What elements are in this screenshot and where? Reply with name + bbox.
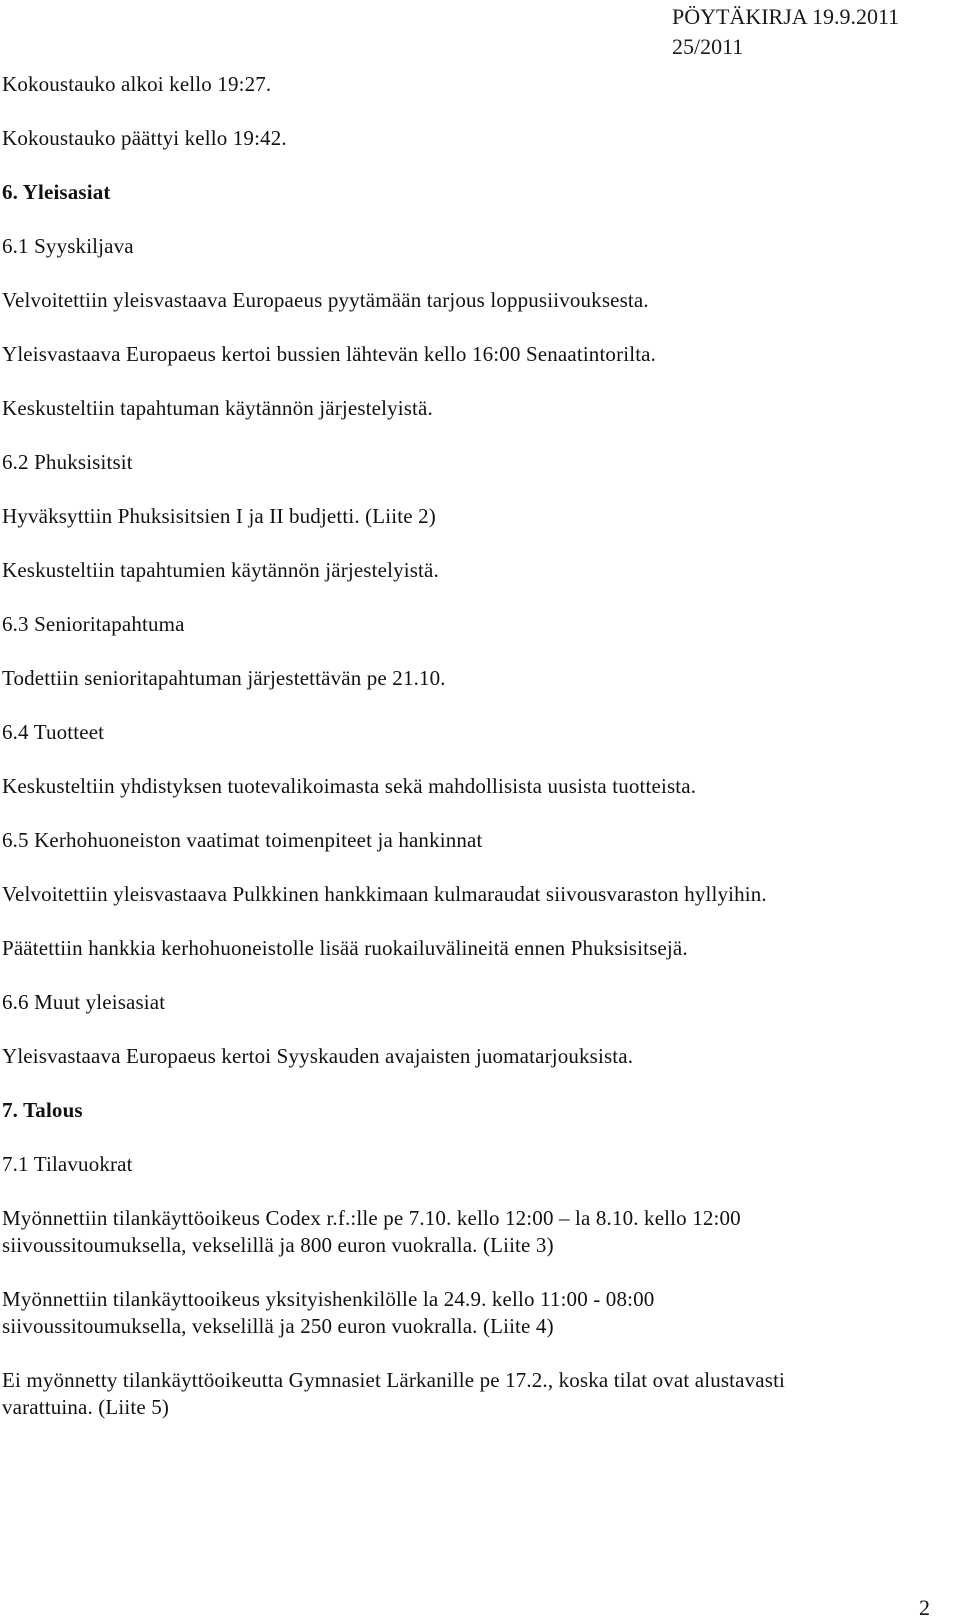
subsection-heading: 6.3 Senioritapahtuma	[2, 612, 185, 636]
paragraph-line: Ei myönnetty tilankäyttöoikeutta Gymnasiet Lärkanille pe 17.2., koska tilat ovat alustavasti	[2, 1368, 786, 1392]
paragraph: Velvoitettiin yleisvastaava Europaeus pyytämään tarjous loppusiivouksesta.	[2, 288, 649, 312]
paragraph: Kokoustauko alkoi kello 19:27.	[2, 72, 272, 96]
subsection-heading: 6.1 Syyskiljava	[2, 234, 134, 258]
paragraph: Hyväksyttiin Phuksisitsien I ja II budjetti. (Liite 2)	[2, 504, 436, 528]
paragraph: Keskusteltiin tapahtuman käytännön järjestelyistä.	[2, 396, 433, 420]
subsection-heading: 7.1 Tilavuokrat	[2, 1152, 133, 1176]
paragraph-line: siivoussitoumuksella, vekselillä ja 800 euron vuokralla. (Liite 3)	[2, 1233, 554, 1257]
paragraph: Todettiin senioritapahtuman järjestettävän pe 21.10.	[2, 666, 446, 690]
subsection-heading: 6.5 Kerhohuoneiston vaatimat toimenpiteet ja hankinnat	[2, 828, 483, 852]
section-heading: 7. Talous	[2, 1098, 83, 1122]
paragraph: Keskusteltiin yhdistyksen tuotevalikoimasta sekä mahdollisista uusista tuotteista.	[2, 774, 697, 798]
paragraph: Päätettiin hankkia kerhohuoneistolle lisää ruokailuvälineitä ennen Phuksisitsejä.	[2, 936, 688, 960]
paragraph: Yleisvastaava Europaeus kertoi Syyskauden avajaisten juomatarjouksista.	[2, 1044, 634, 1068]
paragraph-line: Myönnettiin tilankäyttöoikeus Codex r.f.:lle pe 7.10. kello 12:00 – la 8.10. kello 12:00	[2, 1206, 741, 1230]
document-header	[672, 2, 942, 62]
paragraph-line: Myönnettiin tilankäyttooikeus yksityishenkilölle la 24.9. kello 11:00 - 08:00	[2, 1287, 655, 1311]
subsection-heading: 6.4 Tuotteet	[2, 720, 105, 744]
document-number: 25/2011	[672, 34, 744, 59]
paragraph-line: varattuina. (Liite 5)	[2, 1395, 169, 1419]
paragraph: Velvoitettiin yleisvastaava Pulkkinen hankkimaan kulmaraudat siivousvaraston hyllyihin.	[2, 882, 767, 906]
paragraph: Kokoustauko päättyi kello 19:42.	[2, 126, 287, 150]
paragraph-line: siivoussitoumuksella, vekselillä ja 250 euron vuokralla. (Liite 4)	[2, 1314, 554, 1338]
document-title: PÖYTÄKIRJA 19.9.2011	[672, 4, 900, 29]
subsection-heading: 6.2 Phuksisitsit	[2, 450, 133, 474]
page-number: 2	[919, 1595, 930, 1620]
section-heading: 6. Yleisasiat	[2, 180, 111, 204]
paragraph: Keskusteltiin tapahtumien käytännön järjestelyistä.	[2, 558, 439, 582]
subsection-heading: 6.6 Muut yleisasiat	[2, 990, 166, 1014]
paragraph: Yleisvastaava Europaeus kertoi bussien lähtevän kello 16:00 Senaatintorilta.	[2, 342, 657, 366]
